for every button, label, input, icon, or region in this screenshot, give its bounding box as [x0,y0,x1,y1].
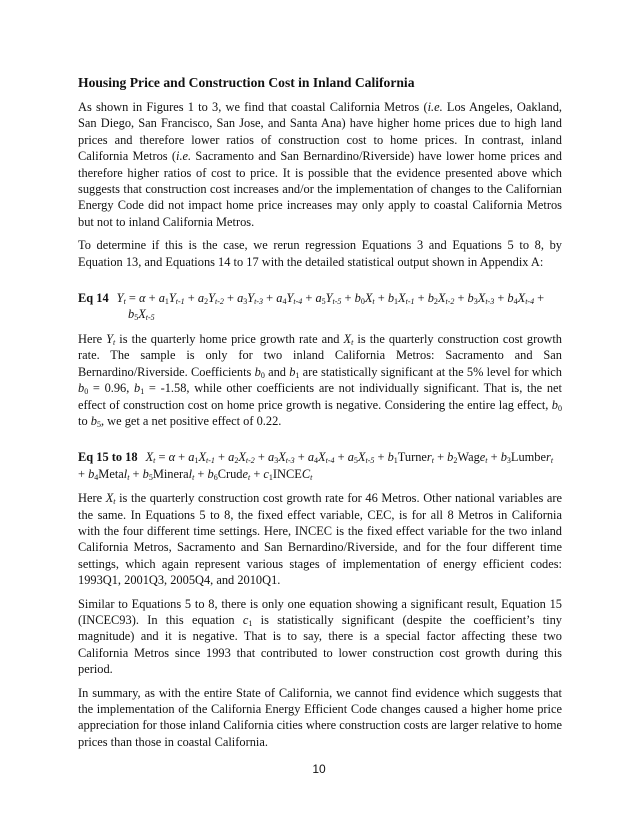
para1-text-c: Sacramento and San Bernardino/Riverside) have lower home prices and therefore higher ratios of cost to price. It is possible that the evidence presented above which suggests that construction cost increases and/or the implementation of changes to the Californian Energy Code did not impact home price increases may only apply to coastal California Metros but not to inland California Metros. [78,149,562,229]
para3-math-xt: $X_t$ [343,331,354,347]
para5-math-c1: $c_1$ [242,612,253,628]
para3-text-b: is the quarterly home price growth rate and [115,331,344,346]
para3-math-yt: $Y_t$ [106,331,116,347]
para3-text-and: and [264,364,290,379]
equation-15-18-line1: $X_t = \alpha + a_1X_{t-1} + a_2X_{t-2} + a_3X_{t-3} + a_4X_{t-4} + a_5X_{t-5}$ + $b_1Turner_t$ + $b_2Wage_t$ + $b_3Lumber_t$ [145,450,554,466]
para4-math-xt: $X_t$ [105,491,116,507]
equation-14-line1: $Y_t = \alpha + a_1Y_{t-1} + a_2Y_{t-2} + a_3Y_{t-3} + a_4Y_{t-4} + a_5Y_{t-5} + b_0X_t + b_1X_{t-1} + b_2X_{t-2} + b_3X_{t-3} + b_4X_{t-4}$ + [116,291,545,307]
para3-math-b5: $b_5$ [90,413,101,429]
para3-math-b0val: $b_0 = 0.96$ [78,381,127,397]
equation-14-label: Eq 14 [78,291,109,306]
para3-math-b0-2: $b_0$ [551,397,562,413]
section-title: Housing Price and Construction Cost in Inland California [78,75,415,90]
para5-text-a: Similar to Equations 5 to 8, there is only one equation showing a significant result, Equation 15 (INCEC93). In this equation [78,596,562,627]
page-number: 10 [312,762,326,776]
para3-math-b1val: $b_1 = -1.58$ [134,381,187,397]
para3-math-b0: $b_0$ [254,364,265,380]
page-content [78,74,562,757]
para3-text-d: are statistically significant at the 5% level for which [299,364,562,379]
para3-text-c: is the quarterly construction cost growth rate. The sample is only for two inland California Metros: Sacramento and San Bernardino/Riverside. Coefficients [78,331,563,379]
para4-text-b: is the quarterly construction cost growth rate for 46 Metros. Other national variables are the same. In Equations 5 to 8, the fixed effect variable, CEC, is for all 8 Metros in California with the four different time settings. Here, INCEC is the fixed effect variable for the two inland California Metros, Sacramento and San Bernardino/Riverside, and for the four different time settings, which again represent various stages of implementation of energy efficient codes: 1993Q1, 2001Q3, 2005Q4, and 2010Q1. [78,491,563,588]
para1-text-a: As shown in Figures 1 to 3, we find that coastal California Metros ( [78,100,428,114]
equation-15-18-line2: + $b_4Metal_t$ + $b_5Mineral_t$ + $b_6Crude_t$ + $c_1INCEC_t$ [78,466,313,482]
paragraph-summary: In summary, as with the entire State of California, we cannot find evidence which suggests that the implementation of the California Energy Efficient Code changes caused a higher home price appreciation for those inland California cities where construction costs are larger relative to home prices than those in coastal California. [78,685,562,749]
paragraph-intro [78,99,562,230]
equation-14 [78,290,562,323]
equation-14-line2: $b_5X_{t-5}$ [128,307,155,323]
paragraph-eq15-discussion [78,490,562,588]
para1-ie-2: i.e. [176,149,192,164]
paragraph-eq14-discussion [78,331,562,429]
para3-text-comma: , [126,381,135,396]
para3-text-e: , while other coefficients are not individually significant. That is, the net effect of construction cost on home price growth is negative. Considering the entire lag effect, [78,381,562,412]
para1-ie-1: i.e. [427,100,443,114]
para4-text-a: Here [78,491,106,506]
paragraph-method: To determine if this is the case, we rerun regression Equations 3 and Equations 5 to 8, by Equation 13, and Equations 14 to 17 with the detailed statistical output shown in Appendix A: [78,238,562,269]
para3-text-to: to [78,413,91,428]
paragraph-eq15-result [78,596,562,678]
equation-15-18 [78,449,562,482]
equation-15-18-label: Eq 15 to 18 [78,450,138,465]
para1-text-b: Los Angeles, Oakland, San Diego, San Francisco, San Jose, and Santa Ana) have higher home prices due to high land prices and therefore lower ratios of construction cost to home prices. In contrast, inland California Metros ( [78,100,563,164]
para3-text-f: , we get a net positive effect of 0.22. [100,413,282,428]
para3-text-a: Here [78,331,107,346]
para5-text-b: is statistically significant (despite the coefficient’s tiny magnitude) and it is negative. That is to say, there is a special factor affecting these two California Metros since 1993 that contributed to lower construction cost growth during this period. [78,612,562,677]
para3-math-b1: $b_1$ [289,364,300,380]
